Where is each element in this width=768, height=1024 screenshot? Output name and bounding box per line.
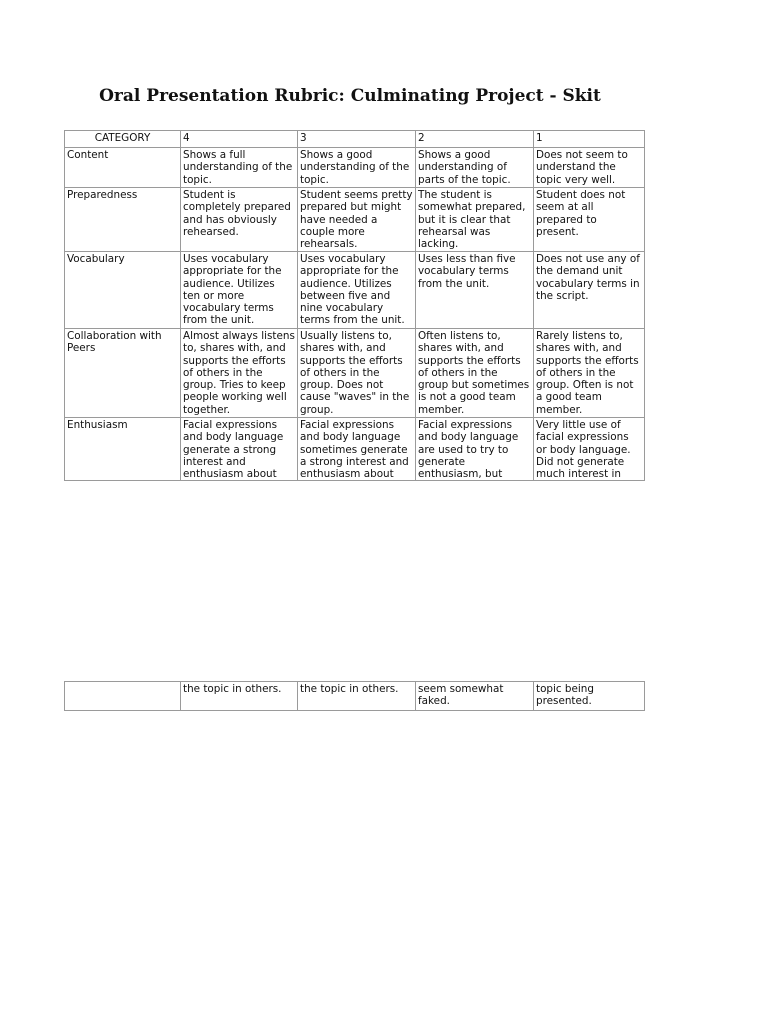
score-1-cell: topic being presented. <box>534 682 645 711</box>
score-4-header: 4 <box>181 131 298 148</box>
score-2-cell: Uses less than five vocabulary terms from the unit. <box>416 252 534 329</box>
score-4-cell: Shows a full understanding of the topic. <box>181 148 298 188</box>
page-title: Oral Presentation Rubric: Culminating Project - Skit <box>99 86 601 106</box>
score-1-header: 1 <box>534 131 645 148</box>
category-cell: Preparedness <box>65 188 181 252</box>
table-row <box>65 329 645 418</box>
score-2-cell: Often listens to, shares with, and supports the efforts of others in the group but sometimes is not a good team member. <box>416 329 534 418</box>
score-4-cell: Student is completely prepared and has obviously rehearsed. <box>181 188 298 252</box>
table-row <box>65 148 645 188</box>
category-cell <box>65 682 181 711</box>
table-header-row <box>65 131 645 148</box>
score-3-cell: Student seems pretty prepared but might have needed a couple more rehearsals. <box>298 188 416 252</box>
table-row <box>65 252 645 329</box>
category-cell: Content <box>65 148 181 188</box>
score-2-header: 2 <box>416 131 534 148</box>
rubric-table <box>64 130 645 481</box>
table-row <box>65 682 645 711</box>
score-4-cell: Facial expressions and body language generate a strong interest and enthusiasm about <box>181 418 298 481</box>
score-3-cell: Usually listens to, shares with, and supports the efforts of others in the group. Does not cause "waves" in the group. <box>298 329 416 418</box>
score-2-cell: seem somewhat faked. <box>416 682 534 711</box>
score-4-cell: Almost always listens to, shares with, and supports the efforts of others in the group. Tries to keep people working well together. <box>181 329 298 418</box>
category-header: CATEGORY <box>65 131 181 148</box>
table-row <box>65 418 645 481</box>
score-4-cell: the topic in others. <box>181 682 298 711</box>
table-row <box>65 188 645 252</box>
score-3-cell: the topic in others. <box>298 682 416 711</box>
score-1-cell: Very little use of facial expressions or body language. Did not generate much interest in <box>534 418 645 481</box>
score-3-cell: Shows a good understanding of the topic. <box>298 148 416 188</box>
score-1-cell: Does not use any of the demand unit vocabulary terms in the script. <box>534 252 645 329</box>
score-3-header: 3 <box>298 131 416 148</box>
score-2-cell: The student is somewhat prepared, but it is clear that rehearsal was lacking. <box>416 188 534 252</box>
score-1-cell: Rarely listens to, shares with, and supports the efforts of others in the group. Often is not a good team member. <box>534 329 645 418</box>
score-1-cell: Student does not seem at all prepared to present. <box>534 188 645 252</box>
score-4-cell: Uses vocabulary appropriate for the audience. Utilizes ten or more vocabulary terms from the unit. <box>181 252 298 329</box>
score-3-cell: Uses vocabulary appropriate for the audience. Utilizes between five and nine vocabulary terms from the unit. <box>298 252 416 329</box>
score-3-cell: Facial expressions and body language sometimes generate a strong interest and enthusiasm about <box>298 418 416 481</box>
score-2-cell: Facial expressions and body language are used to try to generate enthusiasm, but <box>416 418 534 481</box>
category-cell: Enthusiasm <box>65 418 181 481</box>
category-cell: Collaboration with Peers <box>65 329 181 418</box>
score-2-cell: Shows a good understanding of parts of the topic. <box>416 148 534 188</box>
score-1-cell: Does not seem to understand the topic very well. <box>534 148 645 188</box>
rubric-table-continued <box>64 681 645 711</box>
category-cell: Vocabulary <box>65 252 181 329</box>
